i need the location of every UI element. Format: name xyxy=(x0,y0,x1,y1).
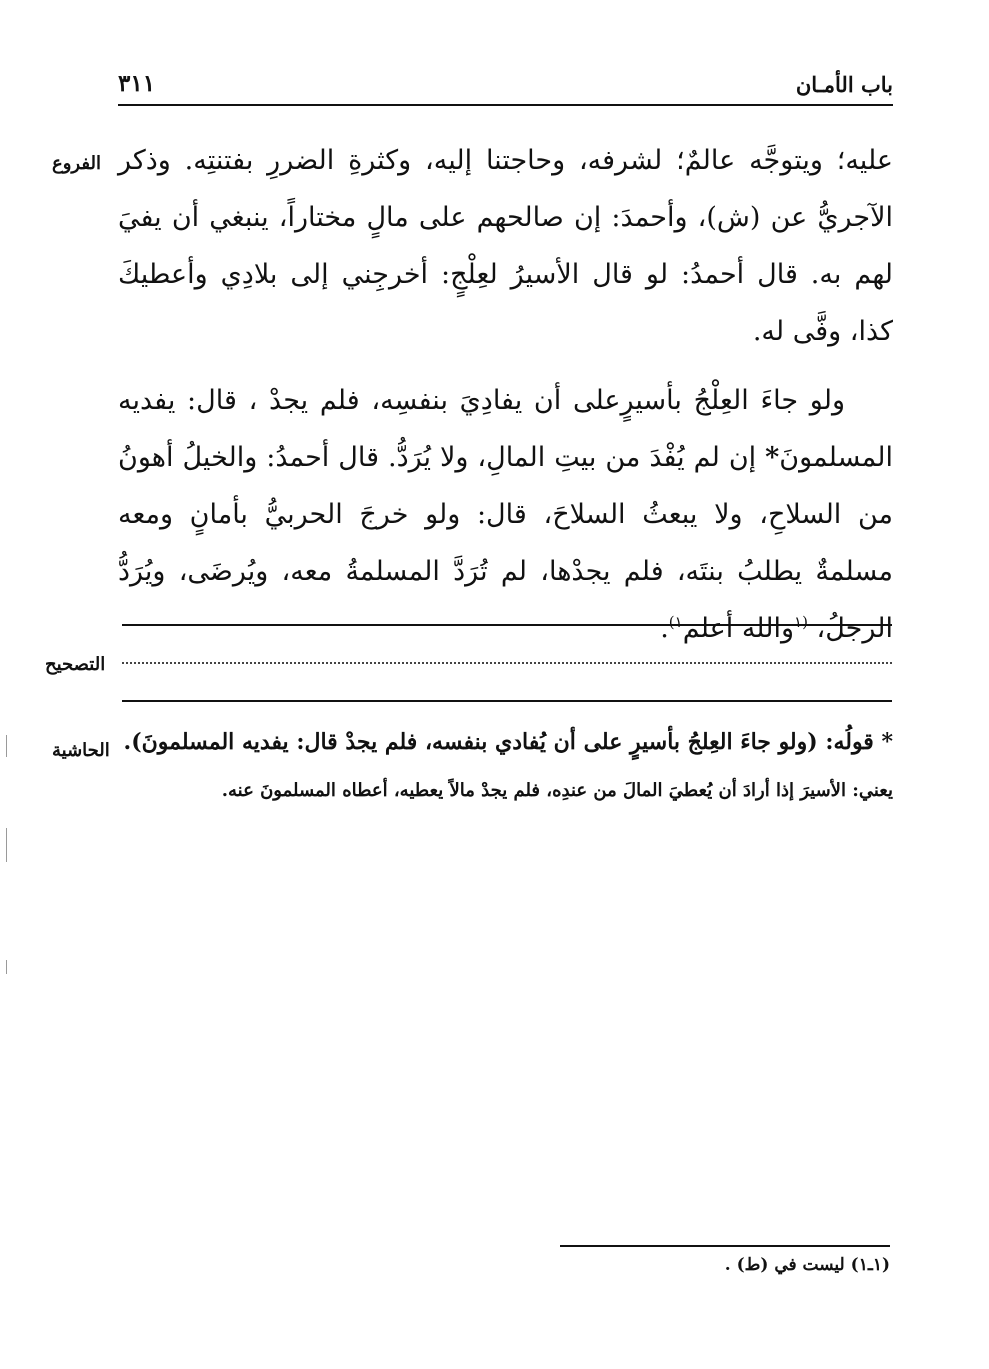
scan-mark xyxy=(6,735,7,757)
hashiya-quote: * قولُه: (ولو جاءَ العِلجُ بأسيرٍ على أن يُفادي بنفسه، فلم يجدْ قال: يفديه المسلمونَ). xyxy=(123,729,893,755)
para2-text-2: إن لم يُفْدَ من بيتِ المالِ، ولا يُرَدُّ. قال أحمدُ: والخيلُ أهونُ من السلاحِ، ولا يبعثُ السلاحَ، قال: ولو خرجَ الحربيُّ بأمانٍ ومعه مسلمةٌ يطلبُ بنتَه، فلم يجدْها، لم تُرَدَّ المسلمةُ معه، ويُرضَى، ويُرَدُّ الرجلُ، xyxy=(118,442,893,644)
running-header xyxy=(118,68,893,106)
chapter-title: باب الأمـان xyxy=(795,72,893,97)
footnote-open-marker: (١ xyxy=(794,613,808,631)
scan-mark xyxy=(6,828,7,862)
side-label-furu: الفروع xyxy=(52,153,101,174)
footnote-rule xyxy=(560,1245,890,1247)
scan-mark xyxy=(6,960,7,974)
footnote-close-marker: ١) xyxy=(668,613,683,631)
tashih-dotted-line xyxy=(122,662,892,664)
side-label-hashiya: الحاشية xyxy=(52,740,110,761)
para2-full-stop: . xyxy=(660,613,669,644)
footnote: (١ـ١) ليست في (ط) . xyxy=(724,1255,890,1275)
main-text xyxy=(118,132,893,657)
section-rule-bottom xyxy=(122,700,892,702)
para2-closing-phrase: والله أعلم xyxy=(682,613,795,644)
main-paragraph-2 xyxy=(118,372,893,657)
main-paragraph-1: عليه؛ ويتوجَّه عالمٌ؛ لشرفه، وحاجتنا إليه، وكثرةِ الضررِ بفتنتِه. وذكر الآجريُّ عن (ش)، وأحمدَ: إن صالحهم على مالٍ مختاراً، ينبغي أن يفيَ لهم به. قال أحمدُ: لو قال الأسيرُ لعِلْجٍ: أخرجِني إلى بلادِي وأعطيكَ كذا، وفَّى له. xyxy=(118,145,893,347)
para2-text-1: ولو جاءَ العِلْجُ بأسيرٍعلى أن يفادِيَ بنفسِه، فلم يجدْ ، قال: يفديه المسلمونَ xyxy=(118,385,893,473)
hashiya-marker: * xyxy=(765,442,780,473)
section-rule-top xyxy=(122,624,892,626)
hashiya-explanation: يعني: الأسيرَ إذا أرادَ أن يُعطيَ المالَ من عندِه، فلم يجدْ مالاً يعطيه، أعطاه المسلمونَ عنه. xyxy=(221,780,893,801)
side-label-tashih: التصحيح xyxy=(45,654,106,675)
page-number: ٣١١ xyxy=(118,70,156,97)
